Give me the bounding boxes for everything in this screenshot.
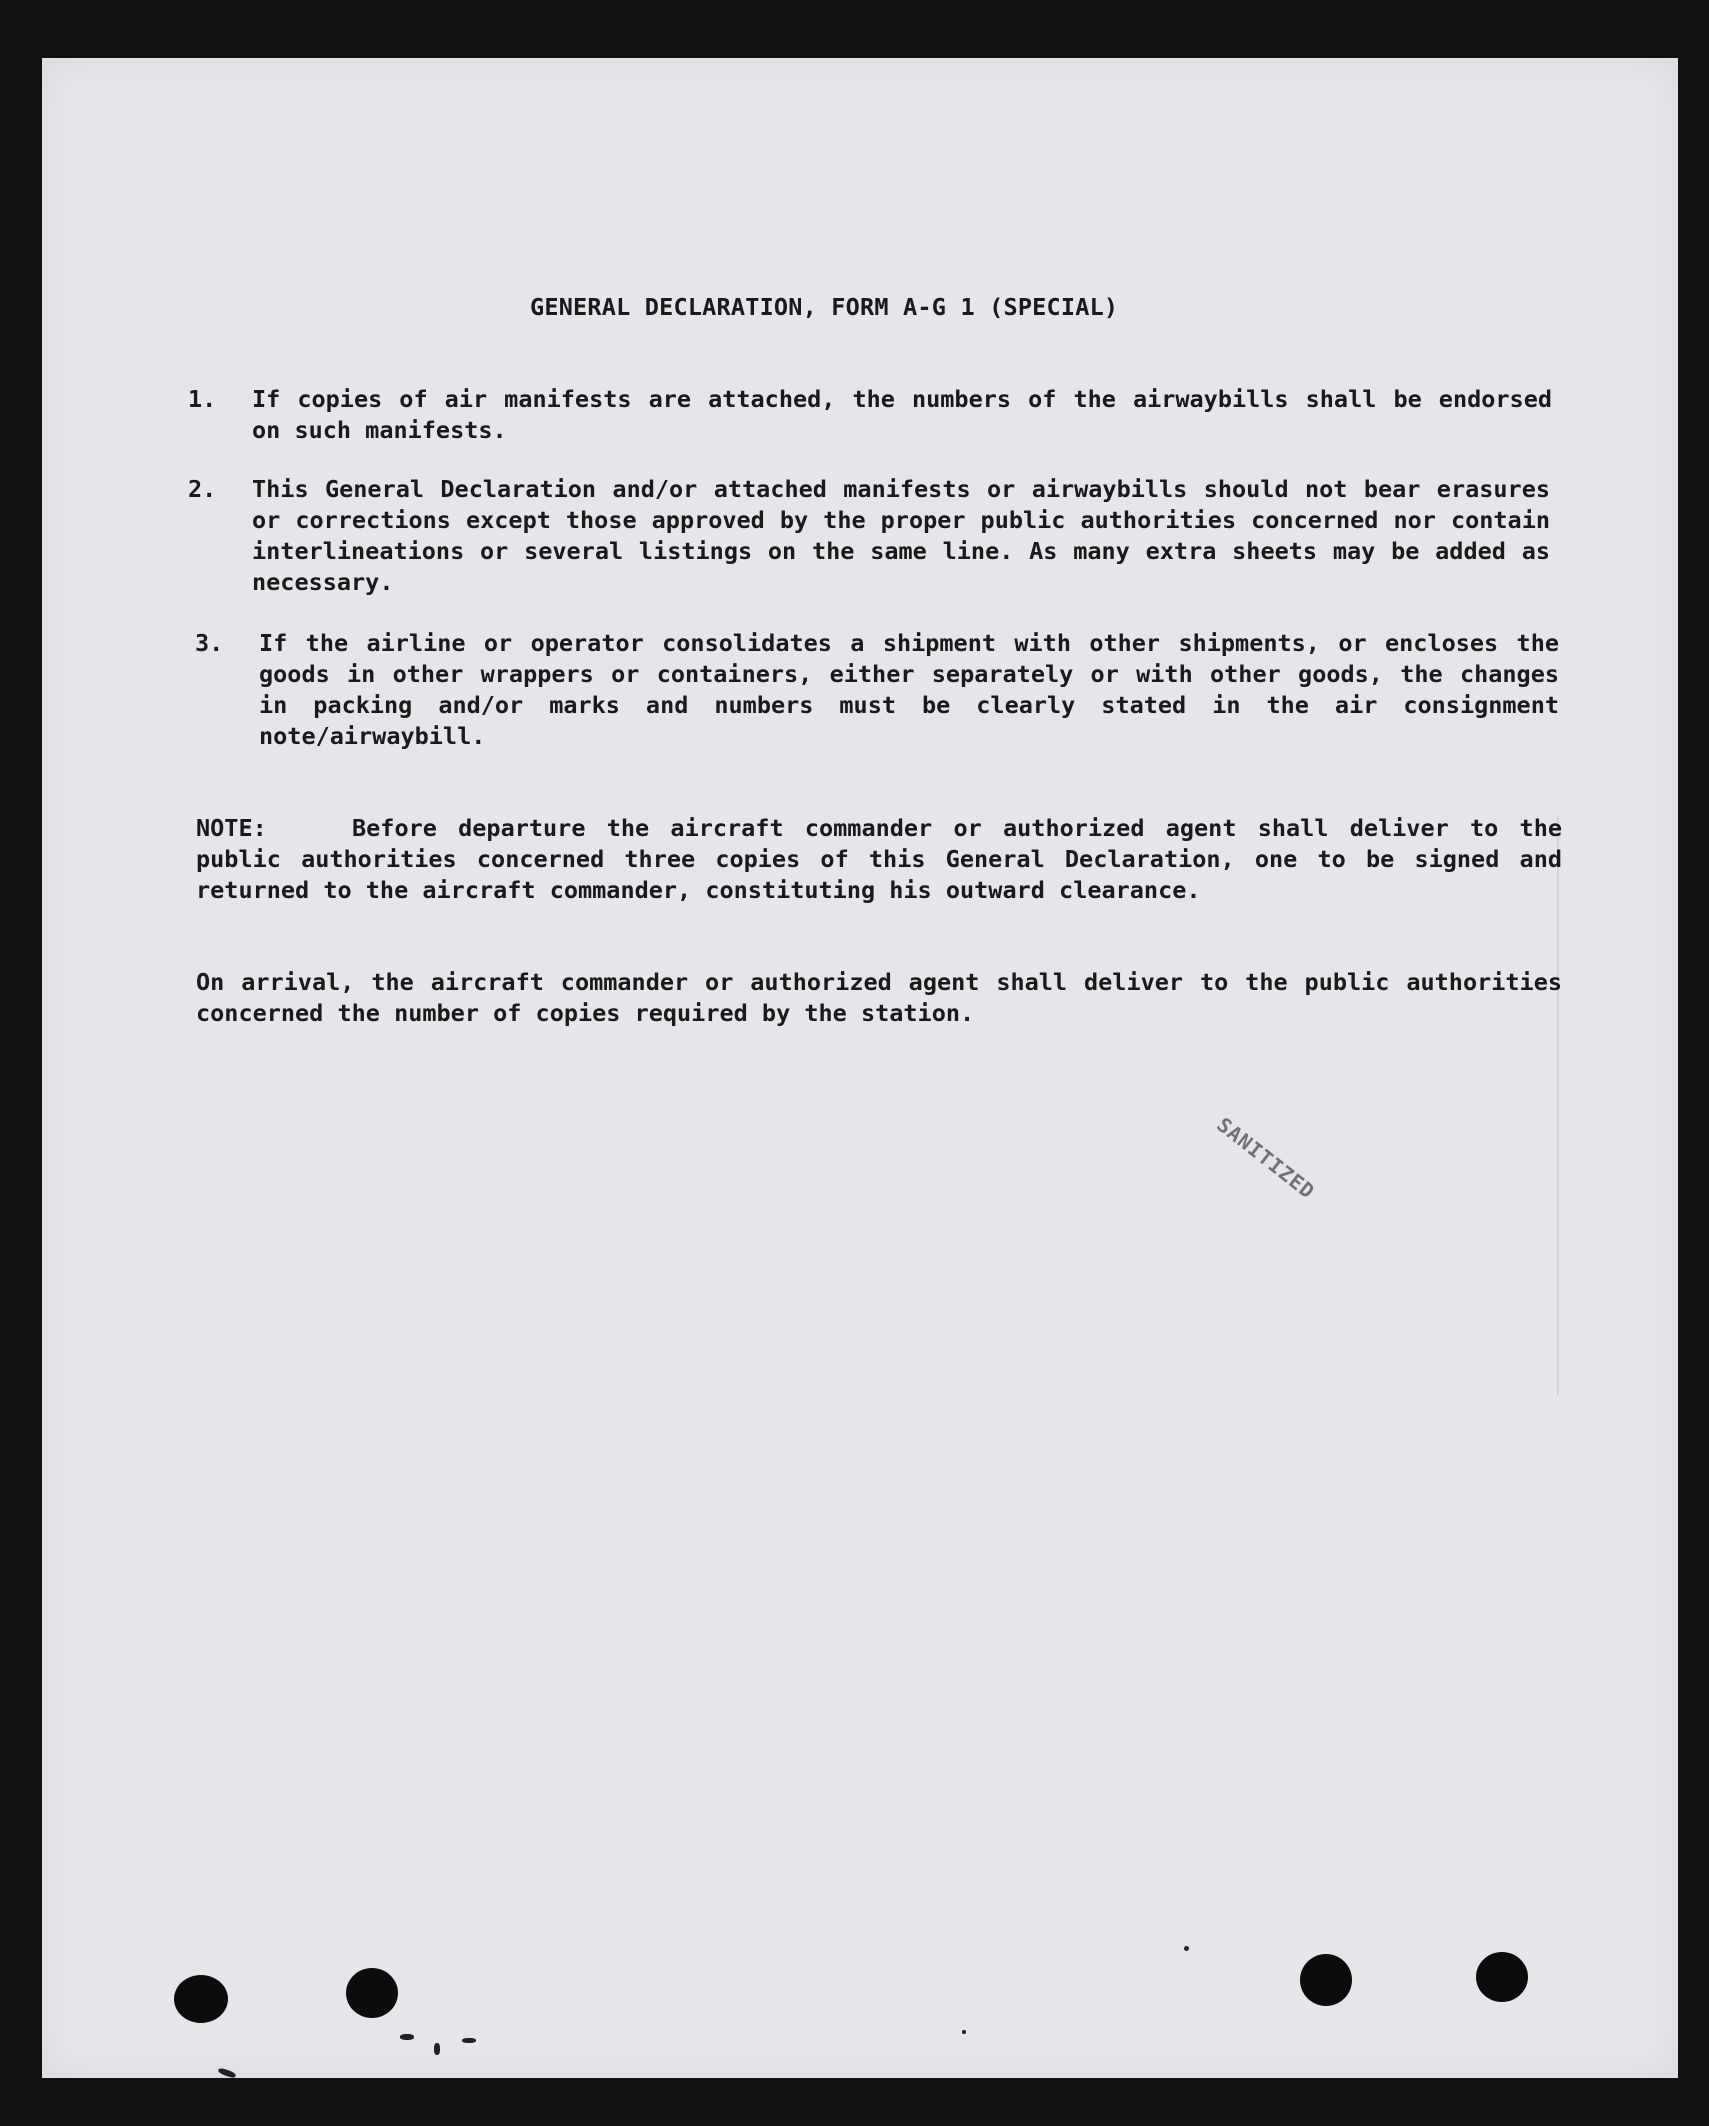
item-number: 2. <box>188 475 217 503</box>
punch-hole <box>346 1968 398 2018</box>
stamp-mark: SANITIZED <box>1212 1112 1320 1204</box>
item-number: 1. <box>188 385 217 413</box>
note-paragraph <box>196 813 1562 906</box>
item-text: If the airline or operator consolidates a shipment with other shipments, or encloses the goods in other wrappers or containers, either separately or with other goods, the changes in packing and/or marks and numbers must be clearly stated in the air consignment note/airwaybill. <box>259 629 1559 750</box>
arrival-paragraph: On arrival, the aircraft commander or authorized agent shall deliver to the public authorities concerned the number of copies required by the station. <box>196 968 1562 1027</box>
item-text: This General Declaration and/or attached manifests or airwaybills should not bear erasures or corrections except those approved by the proper public authorities concerned nor contain interlineations or several listings on the same line. As many extra sheets may be added as necessary. <box>252 475 1550 596</box>
ink-speck <box>400 2034 414 2040</box>
item-number: 3. <box>195 629 224 657</box>
paper-sheet <box>42 58 1678 2078</box>
note-label: NOTE: <box>196 814 267 842</box>
ink-speck <box>434 2043 440 2055</box>
note-text: Before departure the aircraft commander or authorized agent shall deliver to the public authorities concerned three copies of this General Declaration, one to be signed and returned to the aircraft commander, constituting his outward clearance. <box>196 814 1562 904</box>
ink-speck <box>962 2030 966 2034</box>
item-text: If copies of air manifests are attached, the numbers of the airwaybills shall be endorsed on such manifests. <box>252 385 1552 444</box>
punch-hole <box>174 1975 228 2023</box>
ink-speck <box>1184 1946 1189 1951</box>
document-title: GENERAL DECLARATION, FORM A-G 1 (SPECIAL) <box>530 293 1119 321</box>
punch-hole <box>1300 1954 1352 2006</box>
punch-hole <box>1476 1952 1528 2002</box>
ink-speck <box>218 2067 237 2079</box>
bleed-through-line <box>1557 815 1559 1395</box>
ink-speck <box>462 2038 476 2043</box>
